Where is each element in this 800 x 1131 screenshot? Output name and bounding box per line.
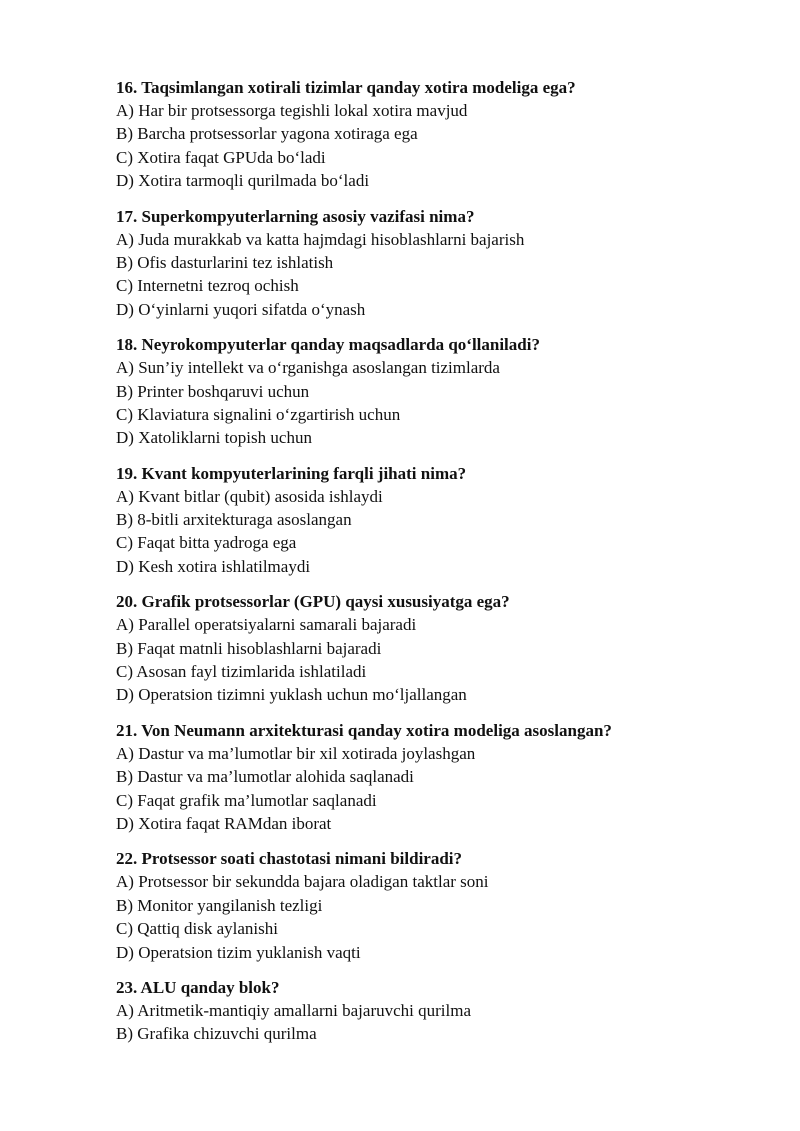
option-d: D) Xotira tarmoqli qurilmada bo‘ladi: [116, 171, 370, 191]
question-title: 20. Grafik protsessorlar (GPU) qaysi xususiyatga ega?: [116, 592, 510, 612]
option-c: C) Asosan fayl tizimlarida ishlatiladi: [116, 662, 367, 682]
question-title: 17. Superkompyuterlarning asosiy vazifasi nima?: [116, 206, 475, 226]
question-title: 23. ALU qanday blok?: [116, 977, 280, 997]
question-title: 18. Neyrokompyuterlar qanday maqsadlarda qo‘llaniladi?: [116, 335, 540, 355]
option-b: B) Barcha protsessorlar yagona xotiraga ega: [116, 124, 418, 144]
option-c: C) Klaviatura signalini o‘zgartirish uchun: [116, 404, 401, 424]
option-b: B) Monitor yangilanish tezligi: [116, 895, 323, 915]
option-d: D) Xotira faqat RAMdan iborat: [116, 813, 332, 833]
question-17: [116, 205, 776, 322]
option-b: B) Faqat matnli hisoblashlarni bajaradi: [116, 638, 382, 658]
option-d: D) Kesh xotira ishlatilmaydi: [116, 556, 311, 576]
option-b: B) Grafika chizuvchi qurilma: [116, 1024, 317, 1044]
option-b: B) Printer boshqaruvi uchun: [116, 381, 310, 401]
option-a: A) Sun’iy intellekt va o‘rganishga asoslangan tizimlarda: [116, 358, 500, 378]
option-c: C) Qattiq disk aylanishi: [116, 919, 278, 939]
option-c: C) Internetni tezroq ochish: [116, 276, 299, 296]
document-page: [116, 76, 776, 1058]
option-d: D) Operatsion tizim yuklanish vaqti: [116, 942, 361, 962]
option-a: A) Har bir protsessorga tegishli lokal xotira mavjud: [116, 101, 468, 120]
option-c: C) Faqat bitta yadroga ega: [116, 533, 297, 553]
question-20: [116, 590, 776, 707]
option-d: D) O‘yinlarni yuqori sifatda o‘ynash: [116, 299, 366, 319]
question-title: 21. Von Neumann arxitekturasi qanday xotira modeliga asoslangan?: [116, 720, 612, 740]
question-23: [116, 976, 776, 1046]
option-c: C) Faqat grafik ma’lumotlar saqlanadi: [116, 790, 377, 810]
option-a: A) Aritmetik-mantiqiy amallarni bajaruvchi qurilma: [116, 1000, 472, 1020]
question-title: 16. Taqsimlangan xotirali tizimlar qanday xotira modeliga ega?: [116, 78, 576, 97]
question-19: [116, 462, 776, 579]
option-a: A) Dastur va ma’lumotlar bir xil xotirada joylashgan: [116, 743, 476, 763]
question-16: [116, 76, 776, 193]
option-d: D) Xatoliklarni topish uchun: [116, 428, 312, 448]
option-b: B) Dastur va ma’lumotlar alohida saqlanadi: [116, 767, 414, 787]
question-21: [116, 719, 776, 836]
option-a: A) Juda murakkab va katta hajmdagi hisoblashlarni bajarish: [116, 229, 525, 249]
option-b: B) Ofis dasturlarini tez ishlatish: [116, 252, 334, 272]
question-22: [116, 847, 776, 964]
question-18: [116, 333, 776, 450]
option-d: D) Operatsion tizimni yuklash uchun mo‘ljallangan: [116, 685, 467, 705]
option-c: C) Xotira faqat GPUda bo‘ladi: [116, 147, 326, 167]
option-a: A) Protsessor bir sekundda bajara oladigan taktlar soni: [116, 872, 489, 892]
option-a: A) Parallel operatsiyalarni samarali bajaradi: [116, 615, 417, 635]
question-title: 19. Kvant kompyuterlarining farqli jihati nima?: [116, 463, 467, 483]
option-a: A) Kvant bitlar (qubit) asosida ishlaydi: [116, 486, 383, 506]
question-title: 22. Protsessor soati chastotasi nimani bildiradi?: [116, 849, 463, 869]
option-b: B) 8-bitli arxitekturaga asoslangan: [116, 510, 352, 530]
